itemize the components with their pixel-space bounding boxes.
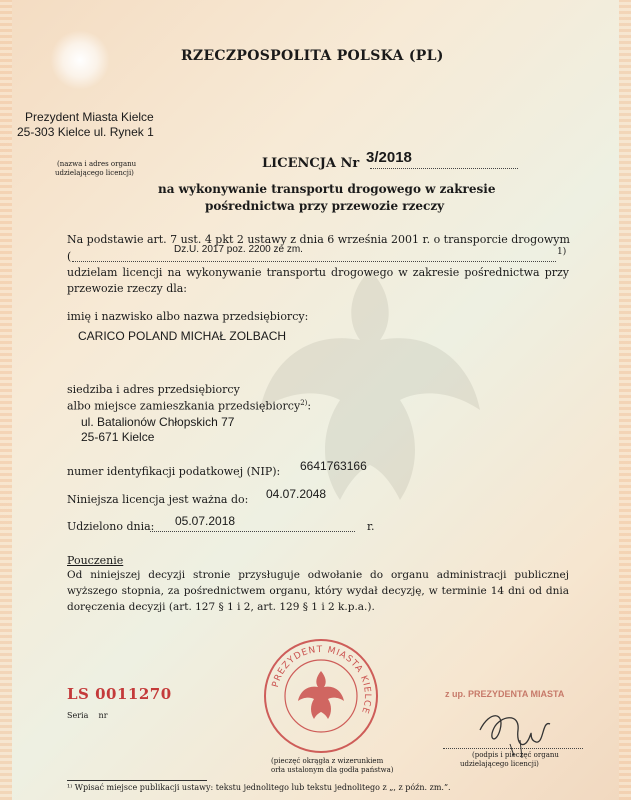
footnote-1: ¹⁾ Wpisać miejsce publikacji ustawy: tekstu jednolitego lub tekstu jednolitego z „, z późn. zm.”. <box>67 783 451 792</box>
signer-caption-2: udzielającego licencji) <box>460 760 539 768</box>
issuer-caption-2: udzielającego licencji) <box>55 169 134 177</box>
address-label-colon: : <box>307 399 312 413</box>
licence-number-value: 3/2018 <box>366 149 412 166</box>
stamp-caption: (pieczęć okrągła z wizerunkiem <box>271 757 384 765</box>
address-footnote-mark: 2) <box>300 399 308 407</box>
issuer-caption: (nazwa i adres organu <box>57 160 137 168</box>
journal-line <box>72 261 556 262</box>
serial-caption: Seria nr <box>67 711 108 720</box>
signer-caption: (podpis i pieczęć organu <box>472 751 559 759</box>
name-label: imię i nazwisko albo nazwa przedsiębiorcy: <box>67 310 309 323</box>
address-label: siedziba i adres przedsiębiorcy <box>67 383 240 396</box>
issuer-name: Prezydent Miasta Kielce <box>25 110 154 124</box>
serial-number: LS 0011270 <box>67 685 172 703</box>
licence-number-line <box>370 168 518 169</box>
stamp-ring-text: PREZYDENT MIASTA KIELCE <box>270 644 373 716</box>
issued-value: 05.07.2018 <box>175 514 236 528</box>
footnote-rule <box>67 780 207 781</box>
address-street: ul. Batalionów Chłopskich 77 <box>81 415 235 429</box>
legal-basis: Na podstawie art. 7 ust. 4 pkt 2 ustawy z dnia 6 września 2001 r. o transporcie drogowym <box>67 233 570 246</box>
nip-value: 6641763166 <box>300 459 367 473</box>
signer-stamp: z up. PREZYDENTA MIASTA <box>445 689 565 699</box>
issuer-address: 25-303 Kielce ul. Rynek 1 <box>17 125 154 139</box>
nip-label: numer identyfikacji podatkowej (NIP): <box>67 465 281 478</box>
licence-subtitle: na wykonywanie transportu drogowego w zakresie <box>158 182 496 196</box>
address-label-2-text: albo miejsce zamieszkania przedsiębiorcy <box>67 399 301 413</box>
address-city: 25-671 Kielce <box>81 430 155 444</box>
name-value: CARICO POLAND MICHAŁ ZOLBACH <box>78 329 287 343</box>
grant-text: udzielam licencji na wykonywanie transportu drogowego w zakresie pośrednictwa przy przewozie rzeczy dla: <box>67 266 569 295</box>
signature-line <box>443 748 583 749</box>
licence-number <box>366 149 518 166</box>
instruction-text: Od niniejszej decyzji stronie przysługuje odwołanie do organu administracji publicznej wyższego stopnia, za pośrednictwem organu, który wydał decyzję, w terminie 14 dni od dnia doręczenia decyzji (art. 127 § 1 i 2, art. 129 § 1 i 2 k.p.a.). <box>67 569 569 613</box>
licence-subtitle-2: pośrednictwa przy przewozie rzeczy <box>205 199 445 213</box>
country-heading: RZECZPOSPOLITA POLSKA (PL) <box>181 48 444 64</box>
journal-paren-open: ( <box>67 250 72 263</box>
instruction-heading: Pouczenie <box>67 554 124 567</box>
valid-label: Niniejsza licencja jest ważna do: <box>67 493 249 506</box>
address-label-2 <box>67 399 311 413</box>
left-security-border <box>0 0 12 800</box>
right-security-border <box>619 0 631 800</box>
issued-line <box>150 531 355 532</box>
valid-value: 04.07.2048 <box>266 487 327 501</box>
licence-label: LICENCJA Nr <box>262 156 360 171</box>
issued-label: Udzielono dnia: <box>67 520 155 533</box>
issued-suffix: r. <box>367 520 375 533</box>
hologram-glare <box>50 30 110 90</box>
journal-reference: Dz.U. 2017 poz. 2200 ze zm. <box>174 244 303 255</box>
round-stamp-icon <box>262 637 380 755</box>
stamp-caption-2: orła ustalonym dla godła państwa) <box>271 766 394 774</box>
journal-paren-close: 1) <box>557 247 567 257</box>
